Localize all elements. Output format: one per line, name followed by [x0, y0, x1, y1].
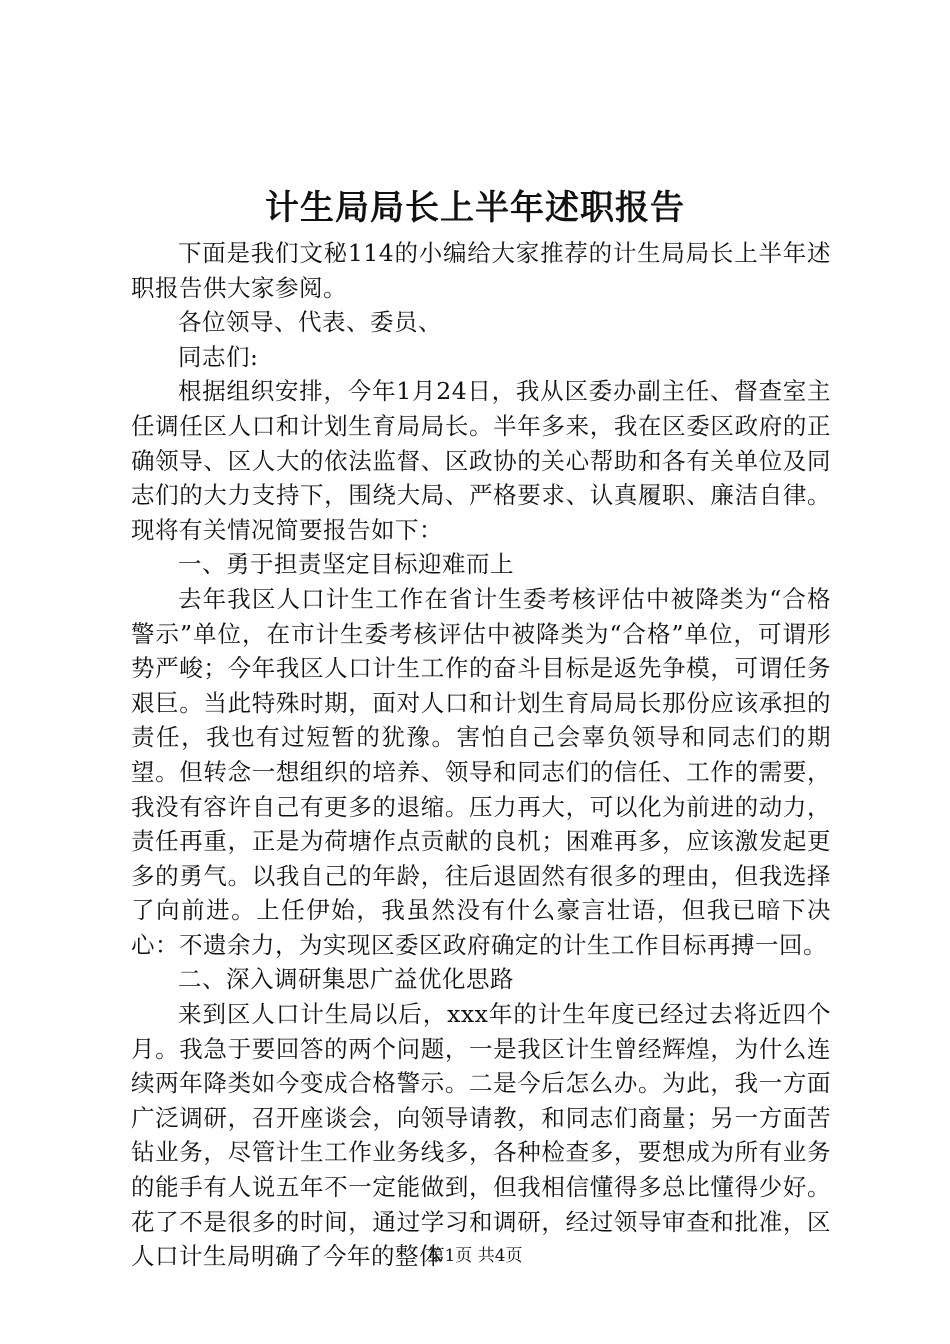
section-heading: 二、深入调研集思广益优化思路	[178, 965, 514, 994]
document-title: 计生局局长上半年述职报告	[265, 188, 685, 228]
intro-paragraph: 下面是我们文秘114的小编给大家推荐的计生局局长上半年述职报告供大家参阅。	[131, 239, 831, 302]
document-body	[131, 236, 831, 1274]
body-paragraph: 根据组织安排，今年1月24日，我从区委办副主任、督查室主任调任区人口和计划生育局局长。半年多来，我在区委区政府的正确领导、区人大的依法监督、区政协的关心帮助和各有关单位及同志们的大力支持下，围绕大局、严格要求、认真履职、廉洁自律。现将有关情况简要报告如下：	[131, 377, 831, 544]
body-paragraph: 去年我区人口计生工作在省计生委考核评估中被降类为“合格警示”单位，在市计生委考核评估中被降类为“合格”单位，可谓形势严峻；今年我区人口计生工作的奋斗目标是返先争模，可谓任务艰巨。当此特殊时期，面对人口和计划生育局局长那份应该承担的责任，我也有过短暂的犹豫。害怕自己会辜负领导和同志们的期望。但转念一想组织的培养、领导和同志们的信任、工作的需要，我没有容许自己有更多的退缩。压力再大，可以化为前进的动力，责任再重，正是为荷塘作点贡献的良机；困难再多，应该激发起更多的勇气。以我自己的年龄，往后退固然有很多的理由，但我选择了向前进。上任伊始，我虽然没有什么豪言壮语，但我已暗下决心：不遗余力，为实现区委区政府确定的计生工作目标再搏一回。	[131, 584, 831, 959]
salutation-line: 同志们:	[178, 342, 259, 371]
page-footer: 第1页 共4页	[427, 1246, 523, 1266]
body-paragraph: 来到区人口计生局以后，xxx年的计生年度已经过去将近四个月。我急于要回答的两个问题，一是我区计生曾经辉煌，为什么连续两年降类如今变成合格警示。二是今后怎么办。为此，我一方面广泛调研，召开座谈会，向领导请教，和同志们商量；另一方面苦钻业务，尽管计生工作业务线多，各种检查多，要想成为所有业务的能手有人说五年不一定能做到，但我相信懂得多总比懂得少好。花了不是很多的时间，通过学习和调研，经过领导审查和批准，区人口计生局明确了今年的整体	[131, 1000, 831, 1271]
section-heading: 一、勇于担责坚定目标迎难而上	[178, 550, 514, 579]
salutation-line: 各位领导、代表、委员、	[178, 308, 442, 337]
